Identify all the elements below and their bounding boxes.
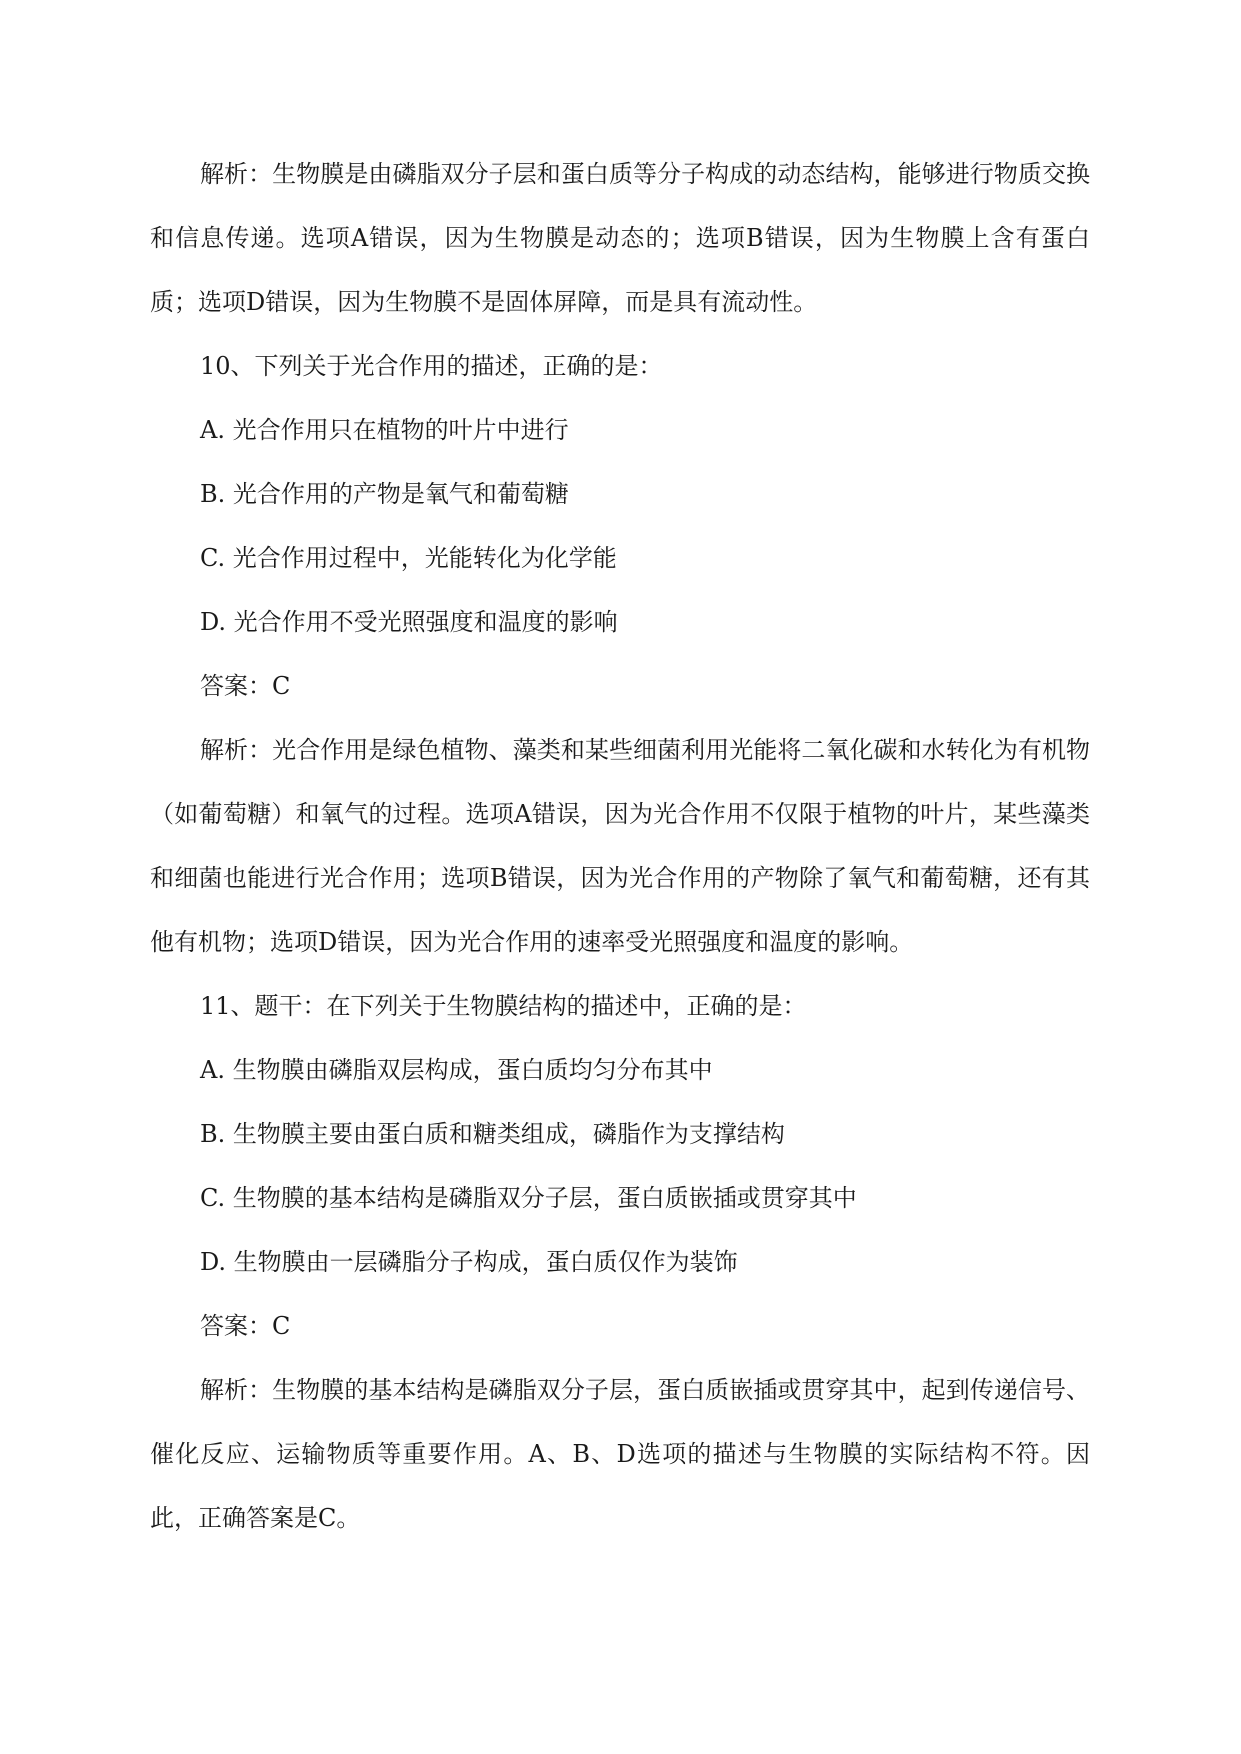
question-11-answer: 答案：C — [200, 1312, 291, 1340]
question-10-stem: 10、下列关于光合作用的描述，正确的是： — [200, 352, 663, 380]
explanation-9: 解析：生物膜是由磷脂双分子层和蛋白质等分子构成的动态结构，能够进行物质交换和信息传递。选项A错误，因为生物膜是动态的；选项B错误，因为生物膜上含有蛋白质；选项D错误，因为生物膜不是固体屏障，而是具有流动性。 — [150, 160, 1090, 316]
question-11-option-b: B. 生物膜主要由蛋白质和糖类组成，磷脂作为支撑结构 — [200, 1120, 785, 1148]
question-11-option-a: A. 生物膜由磷脂双层构成，蛋白质均匀分布其中 — [200, 1056, 713, 1084]
explanation-10: 解析：光合作用是绿色植物、藻类和某些细菌利用光能将二氧化碳和水转化为有机物（如葡萄糖）和氧气的过程。选项A错误，因为光合作用不仅限于植物的叶片，某些藻类和细菌也能进行光合作用；选项B错误，因为光合作用的产物除了氧气和葡萄糖，还有其他有机物；选项D错误，因为光合作用的速率受光照强度和温度的影响。 — [150, 736, 1090, 956]
document-body — [150, 142, 1090, 1550]
question-11-option-d: D. 生物膜由一层磷脂分子构成，蛋白质仅作为装饰 — [200, 1248, 738, 1276]
question-10-option-b: B. 光合作用的产物是氧气和葡萄糖 — [200, 480, 569, 508]
question-10-option-d: D. 光合作用不受光照强度和温度的影响 — [200, 608, 618, 636]
explanation-11: 解析：生物膜的基本结构是磷脂双分子层，蛋白质嵌插或贯穿其中，起到传递信号、催化反应、运输物质等重要作用。A、B、D选项的描述与生物膜的实际结构不符。因此，正确答案是C。 — [150, 1376, 1090, 1532]
question-10-option-a: A. 光合作用只在植物的叶片中进行 — [200, 416, 569, 444]
question-10-option-c: C. 光合作用过程中，光能转化为化学能 — [200, 544, 617, 572]
question-11-option-c: C. 生物膜的基本结构是磷脂双分子层，蛋白质嵌插或贯穿其中 — [200, 1184, 857, 1212]
question-10-answer: 答案：C — [200, 672, 291, 700]
question-11-stem: 11、题干：在下列关于生物膜结构的描述中，正确的是： — [200, 992, 807, 1020]
